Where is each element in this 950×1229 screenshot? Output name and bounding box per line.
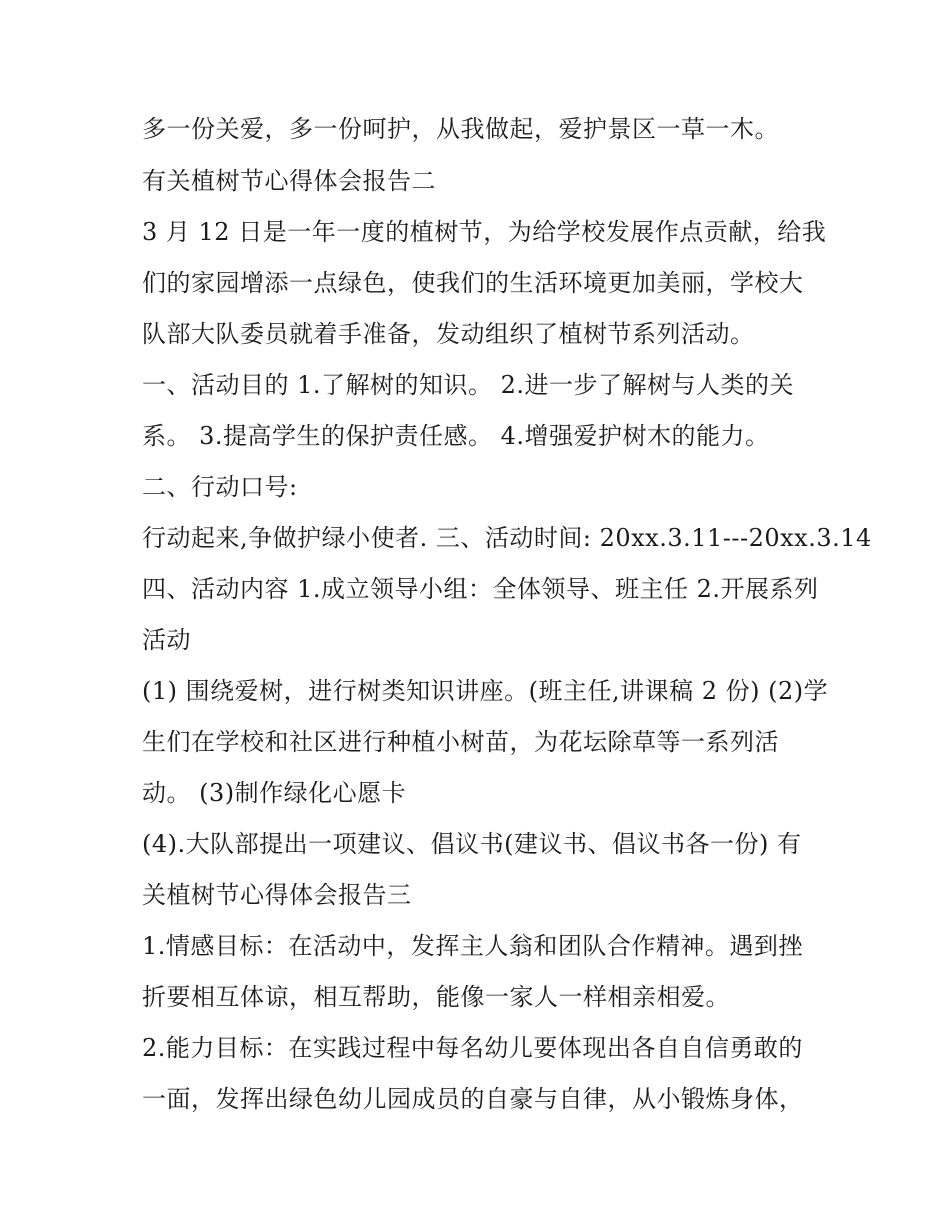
- text-line: (4).大队部提出一项建议、倡议书(建议书、倡议书各一份) 有: [142, 830, 802, 858]
- text-line: 多一份关爱，多一份呵护，从我做起，爱护景区一草一木。: [142, 115, 779, 143]
- text-line: 行动起来,争做护绿小使者. 三、活动时间: 20xx.3.11---20xx.3.14: [142, 524, 872, 552]
- text-line: 生们在学校和社区进行种植小树苗，为花坛除草等一系列活: [142, 728, 779, 756]
- text-line: 们的家园增添一点绿色，使我们的生活环境更加美丽，学校大: [142, 269, 804, 297]
- text-line: 四、活动内容 1.成立领导小组：全体领导、班主任 2.开展系列: [142, 575, 819, 603]
- text-line: 折要相互体谅，相互帮助，能像一家人一样相亲相爱。: [142, 983, 730, 1011]
- text-line: 2.能力目标：在实践过程中每名幼儿要体现出各自自信勇敢的: [142, 1034, 803, 1062]
- section-heading: 关植树节心得体会报告三: [142, 881, 412, 909]
- text-line: 系。 3.提高学生的保护责任感。 4.增强爱护树木的能力。: [142, 422, 770, 450]
- text-line: 队部大队委员就着手准备，发动组织了植树节系列活动。: [142, 320, 755, 348]
- text-line: 3 月 12 日是一年一度的植树节，为给学校发展作点贡献，给我: [142, 218, 827, 246]
- section-heading: 有关植树节心得体会报告二: [142, 167, 436, 195]
- text-line: 一、活动目的 1.了解树的知识。 2.进一步了解树与人类的关: [142, 371, 795, 399]
- text-line: 1.情感目标：在活动中，发挥主人翁和团队合作精神。遇到挫: [142, 932, 803, 960]
- text-line: 二、行动口号:: [142, 473, 298, 501]
- text-line: 一面，发挥出绿色幼儿园成员的自豪与自律，从小锻炼身体，: [142, 1085, 804, 1113]
- text-line: 活动: [142, 626, 191, 654]
- text-line: 动。 (3)制作绿化心愿卡: [142, 779, 407, 807]
- text-line: (1) 围绕爱树，进行树类知识讲座。(班主任,讲课稿 2 份) (2)学: [142, 677, 829, 705]
